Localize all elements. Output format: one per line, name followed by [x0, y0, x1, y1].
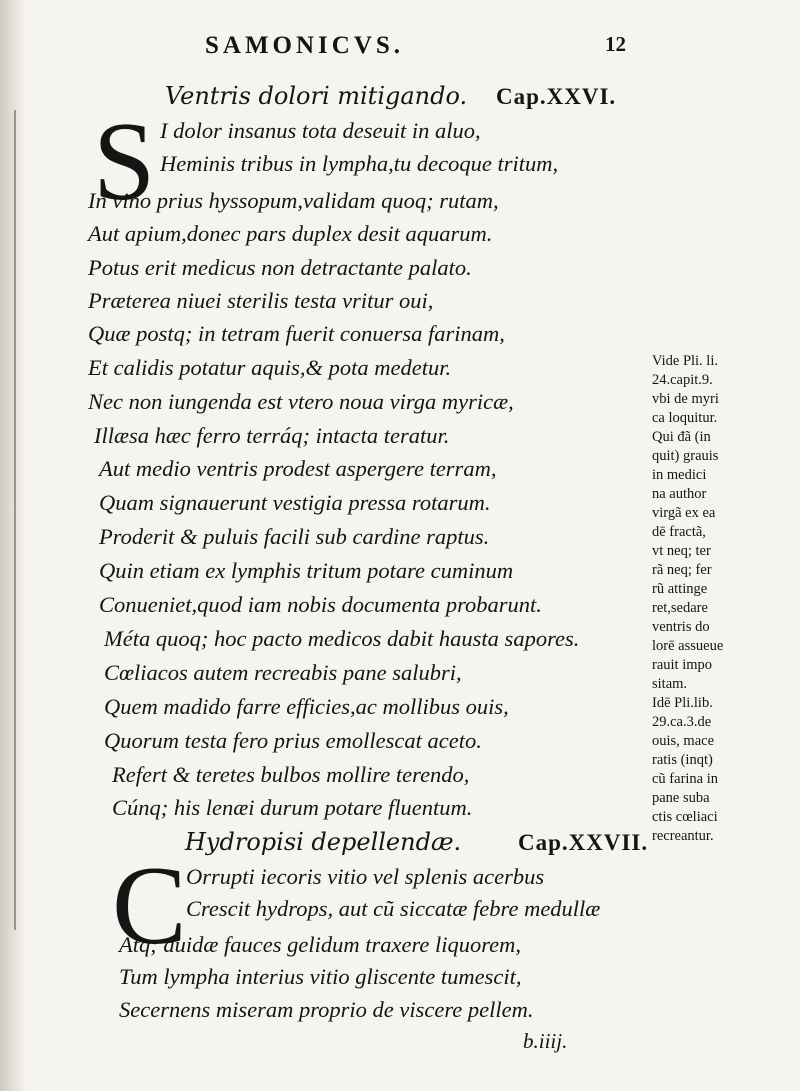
margin-line: pane suba [652, 790, 710, 806]
verse-line: Et calidis potatur aquis,& pota medetur. [88, 355, 452, 380]
margin-line: ventris do [652, 619, 710, 635]
margin-line: in medici [652, 467, 707, 483]
verse-line: Conueniet,quod iam nobis documenta probarunt. [99, 592, 542, 617]
drop-cap-c: C [112, 844, 187, 968]
verse-line: Crescit hydrops, aut cũ siccatæ febre medullæ [186, 896, 601, 921]
verse-line: Atq; auidæ fauces gelidum traxere liquorem, [119, 932, 522, 957]
margin-line: rauit impo [652, 657, 713, 673]
margin-line: sitam. [652, 676, 688, 692]
binding-edge [14, 110, 16, 930]
verse-line: Illæsa hæc ferro terráq; intacta teratur. [94, 423, 450, 448]
chapter-number-1: Cap.XXVI. [496, 84, 617, 109]
chapter-heading-2: Hydropisi depellendæ. [185, 828, 462, 856]
verse-line: Secernens miseram proprio de viscere pellem. [119, 997, 534, 1022]
margin-line: dē fractã, [652, 524, 706, 540]
margin-line: cũ farina in [652, 771, 719, 787]
margin-line: Qui đã (in [652, 429, 711, 445]
margin-line: 24.capit.9. [652, 372, 713, 388]
verse-line: I dolor insanus tota deseuit in aluo, [160, 118, 481, 143]
verse-line: Potus erit medicus non detractante palato. [88, 255, 472, 280]
margin-line: na author [652, 486, 707, 502]
verse-line: Quem madido farre efficies,ac mollibus ouis, [104, 694, 509, 719]
verse-line: In vino prius hyssopum,validam quoq; rutam, [88, 188, 499, 213]
verse-line: Quorum testa fero prius emollescat aceto. [104, 728, 482, 753]
verse-line: Aut apium,donec pars duplex desit aquarum. [88, 221, 493, 246]
chapter-number-2: Cap.XXVII. [518, 830, 649, 855]
margin-line: ca loquitur. [652, 410, 718, 426]
verse-line: Cúnq; his lenæi durum potare fluentum. [112, 795, 473, 820]
drop-cap-s: S [93, 100, 156, 224]
margin-line: recreantur. [652, 828, 714, 844]
verse-line: Nec non iungenda est vtero noua virga myricæ, [88, 389, 514, 414]
verse-line: Quin etiam ex lymphis tritum potare cuminum [99, 558, 514, 583]
chapter-heading-1: Ventris dolori mitigando. [165, 82, 468, 110]
signature-mark: b.iiij. [523, 1029, 568, 1053]
margin-line: lorē assueue [652, 638, 724, 654]
margin-line: vt neq; ter [652, 543, 711, 559]
verse-line: Tum lympha interius vitio gliscente tumescit, [119, 964, 522, 989]
margin-line: quit) grauis [652, 448, 719, 464]
verse-line: Aut medio ventris prodest aspergere terram, [99, 456, 497, 481]
margin-line: Idē Pli.lib. [652, 695, 713, 711]
verse-line: Cœliacos autem recreabis pane salubri, [104, 660, 462, 685]
margin-line: ctis cœliaci [652, 809, 718, 825]
verse-line: Heminis tribus in lympha,tu decoque tritum, [160, 151, 559, 176]
margin-line: ratis (inqt) [652, 752, 713, 768]
gutter-shadow [0, 0, 26, 1091]
margin-line: 29.ca.3.de [652, 714, 712, 730]
page-number: 12 [605, 32, 626, 56]
margin-line: ret,sedare [652, 600, 708, 616]
verse-line: Quæ postq; in tetram fuerit conuersa farinam, [88, 321, 505, 346]
margin-line: rã neq; fer [652, 562, 712, 578]
verse-line: Proderit & puluis facili sub cardine raptus. [99, 524, 490, 549]
margin-line: ouis, mace [652, 733, 715, 749]
verse-line: Refert & teretes bulbos mollire terendo, [112, 762, 470, 787]
margin-line: rũ attinge [652, 581, 708, 597]
verse-line: Præterea niuei sterilis testa vritur oui, [88, 288, 434, 313]
running-title: SAMONICVS. [205, 32, 405, 59]
verse-line: Méta quoq; hoc pacto medicos dabit hausta sapores. [104, 626, 580, 651]
margin-line: virgã ex ea [652, 505, 716, 521]
margin-line: vbi de myri [652, 391, 719, 407]
verse-line: Quam signauerunt vestigia pressa rotarum. [99, 490, 491, 515]
marginal-note [652, 352, 770, 846]
verse-line: Orrupti iecoris vitio vel splenis acerbus [186, 864, 545, 889]
margin-line: Vide Pli. li. [652, 353, 718, 369]
